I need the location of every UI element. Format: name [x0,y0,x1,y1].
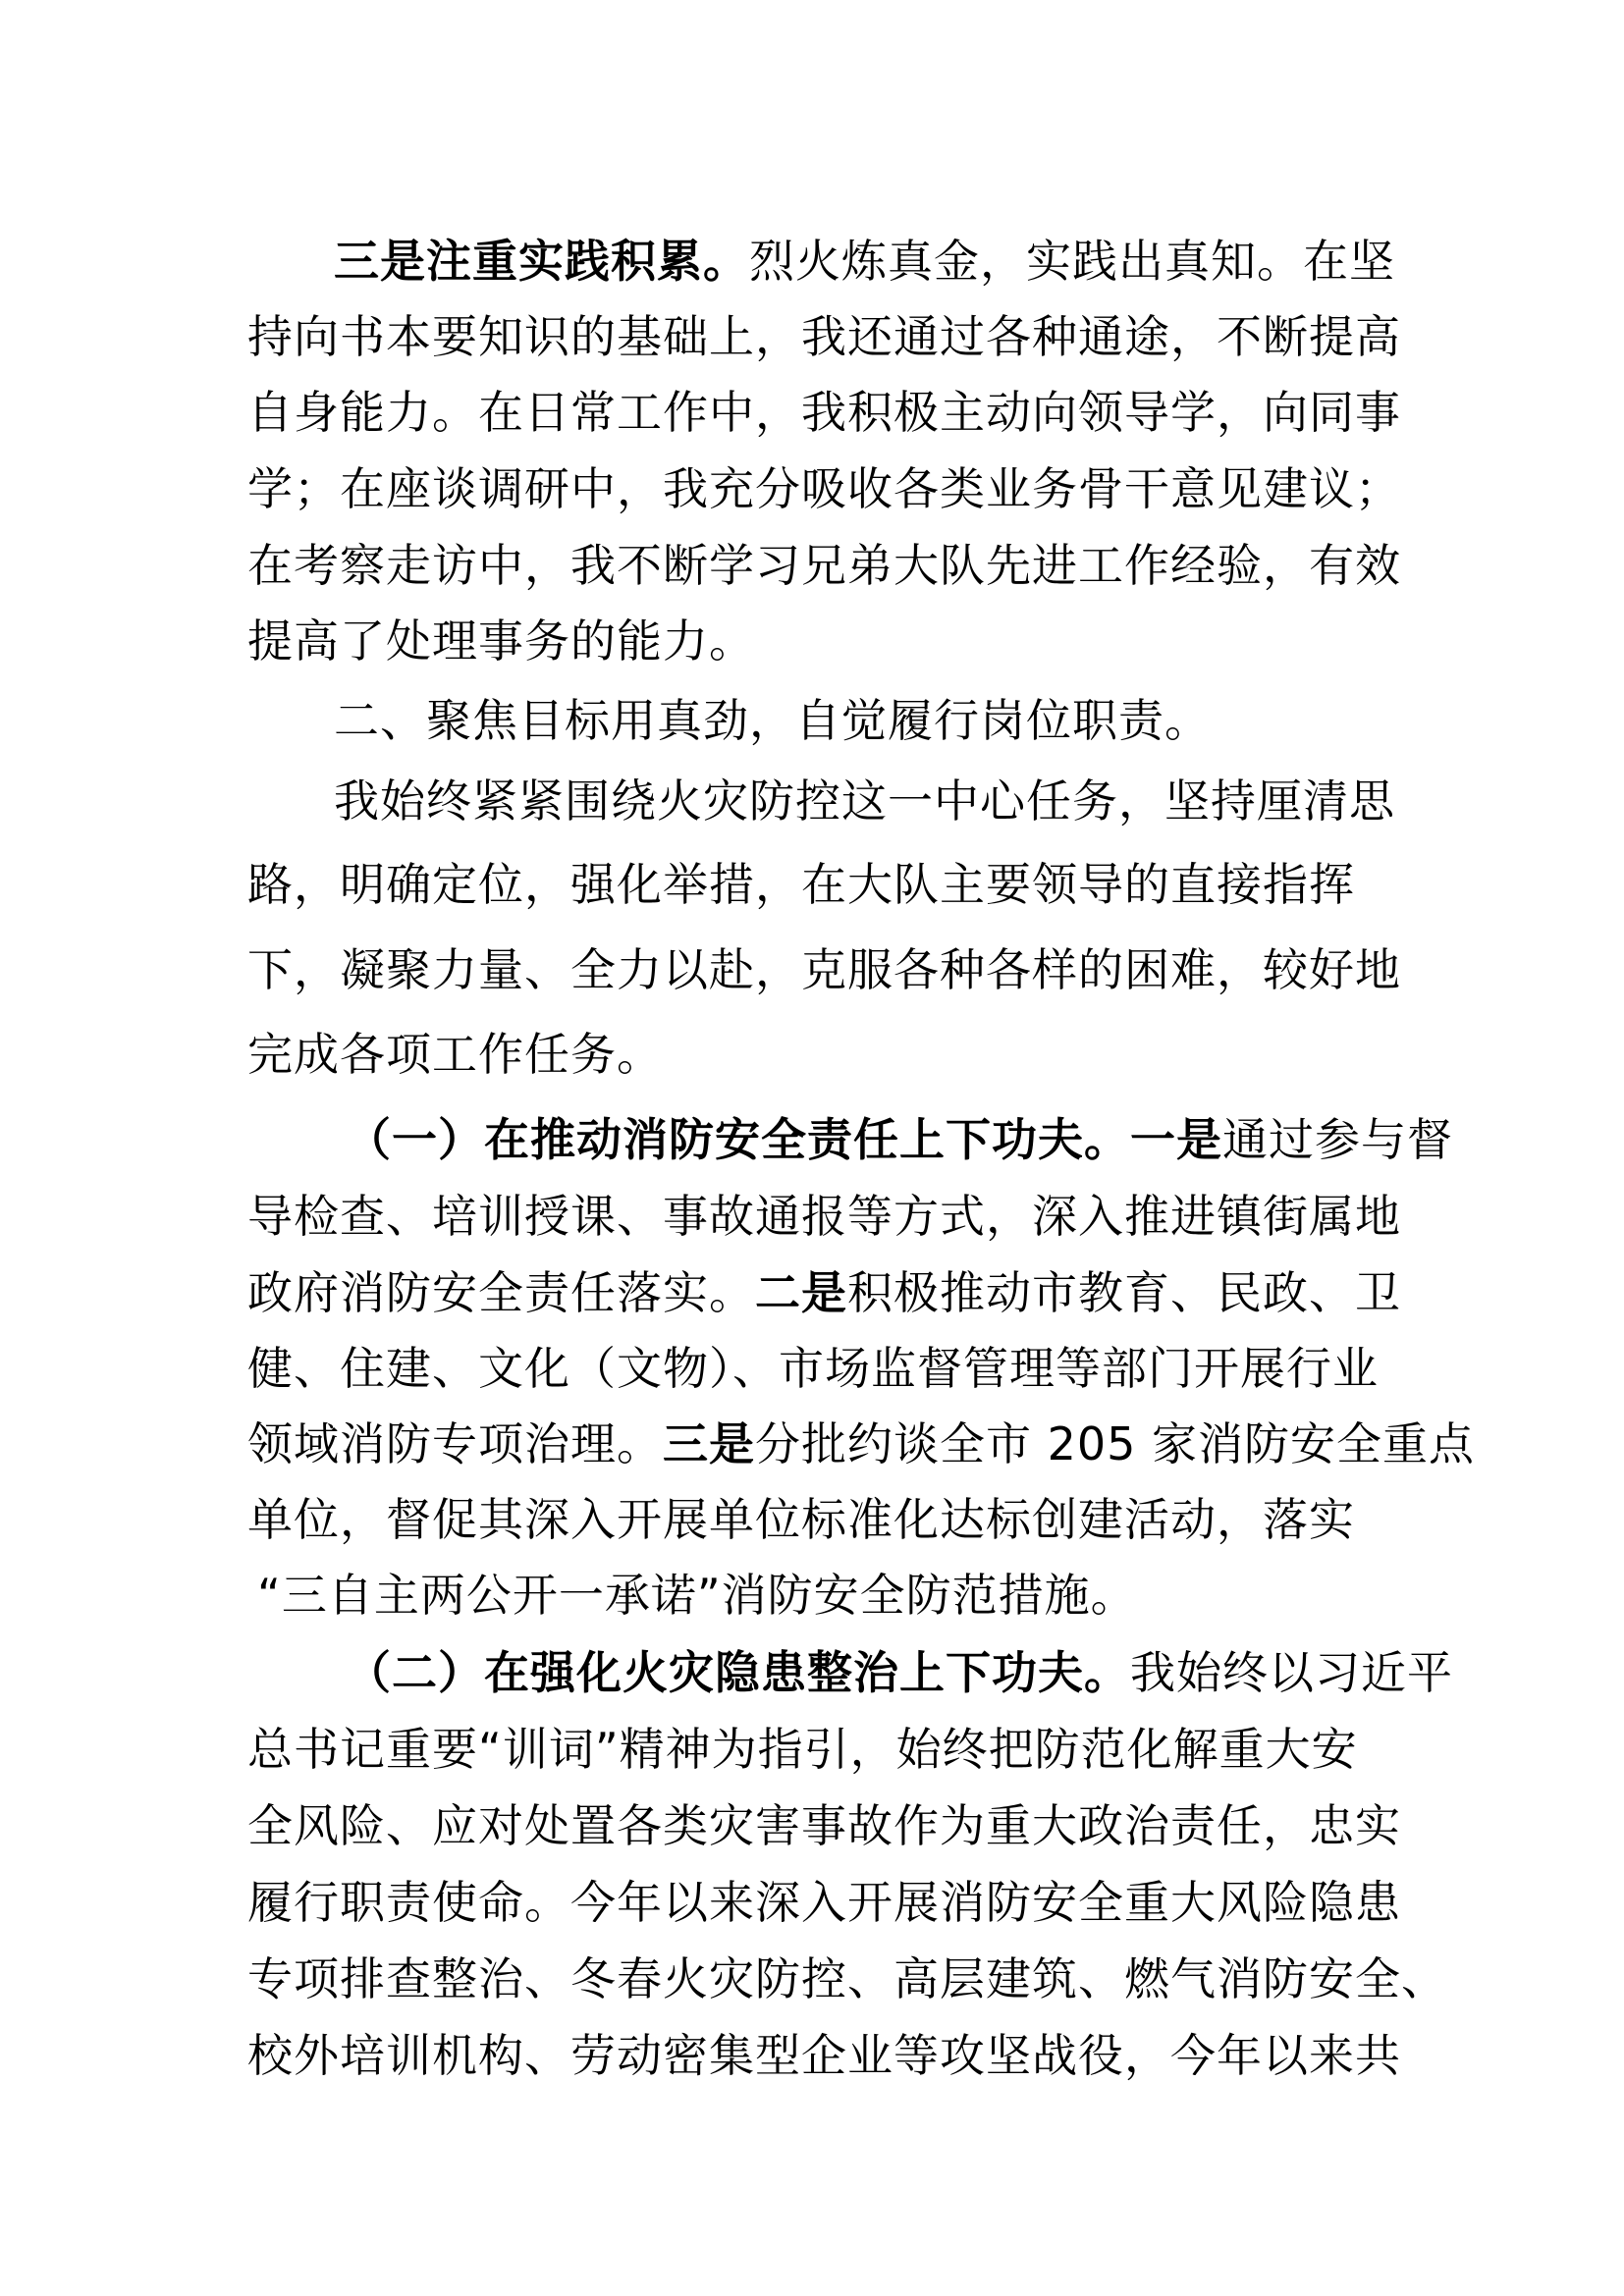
point-three-label: 三是 [663,1417,755,1470]
practice-line-3: 自身能力。在日常工作中，我积极主动向领导学，向同事 [247,386,1401,439]
practice-line-5: 在考察走访中，我不断学习兄弟大队先进工作经验，有效 [247,539,1401,592]
responsibility-line-7: “三自主两公开一承诺”消防安全防范措施。 [257,1569,1137,1622]
practice-line-2: 持向书本要知识的基础上，我还通过各种通途，不断提高 [247,310,1401,363]
responsibility-line-5-rest: 分批约谈全市 205 家消防安全重点 [755,1417,1476,1470]
hazard-line-4: 履行职责使命。今年以来深入开展消防安全重大风险隐患 [247,1876,1401,1929]
responsibility-line-5 [247,1405,1476,1483]
hazard-line-6: 校外培训机构、劳动密集型企业等攻坚战役，今年以来共 [247,2029,1401,2082]
responsibility-line-1-text: 通过参与督 [1222,1113,1453,1166]
intro-line-1: 我始终紧紧围绕火灾防控这一中心任务，坚持厘清思 [334,774,1395,828]
intro-line-3: 下，凝聚力量、全力以赴，克服各种各样的困难，较好地 [247,943,1401,996]
intro-line-2: 路，明确定位，强化举措，在大队主要领导的直接指挥 [247,858,1355,911]
point-one-label: 一是 [1130,1113,1222,1166]
point-two-label: 二是 [755,1266,847,1319]
hazard-line-5: 专项排查整治、冬春火灾防控、高层建筑、燃气消防安全、 [247,1952,1447,2005]
practice-line-4: 学；在座谈调研中，我充分吸收各类业务骨干意见建议； [247,462,1401,515]
hazard-line-2: 总书记重要“训词”精神为指引，始终把防范化解重大安 [247,1723,1358,1776]
practice-line-1 [334,222,1473,300]
practice-line-1-text: 烈火炼真金，实践出真知。在坚 [749,235,1395,288]
responsibility-line-4: 健、住建、文化（文物）、市场监督管理等部门开展行业 [247,1342,1379,1395]
responsibility-line-5-text: 领域消防专项治理。 [247,1417,663,1470]
hazard-line-1-text: 我始终以习近平 [1130,1646,1453,1699]
responsibility-line-3-text: 政府消防安全责任落实。 [247,1266,755,1319]
responsibility-line-1 [346,1100,1485,1179]
intro-line-4: 完成各项工作任务。 [247,1028,663,1081]
practice-lead: 三是注重实践积累。 [334,235,749,288]
hazard-heading: （二）在强化火灾隐患整治上下功夫。 [346,1646,1130,1699]
responsibility-line-3 [247,1254,1401,1332]
responsibility-heading: （一）在推动消防安全责任上下功夫。 [346,1113,1130,1166]
section-two-heading: 二、聚焦目标用真劲，自觉履行岗位职责。 [334,694,1211,747]
responsibility-line-6: 单位，督促其深入开展单位标准化达标创建活动，落实 [247,1493,1355,1546]
hazard-line-3: 全风险、应对处置各类灾害事故作为重大政治责任，忠实 [247,1799,1401,1852]
hazard-line-1 [346,1633,1485,1712]
practice-line-6: 提高了处理事务的能力。 [247,614,755,667]
responsibility-line-3-rest: 积极推动市教育、民政、卫 [847,1266,1401,1319]
responsibility-line-2: 导检查、培训授课、事故通报等方式，深入推进镇街属地 [247,1190,1401,1243]
